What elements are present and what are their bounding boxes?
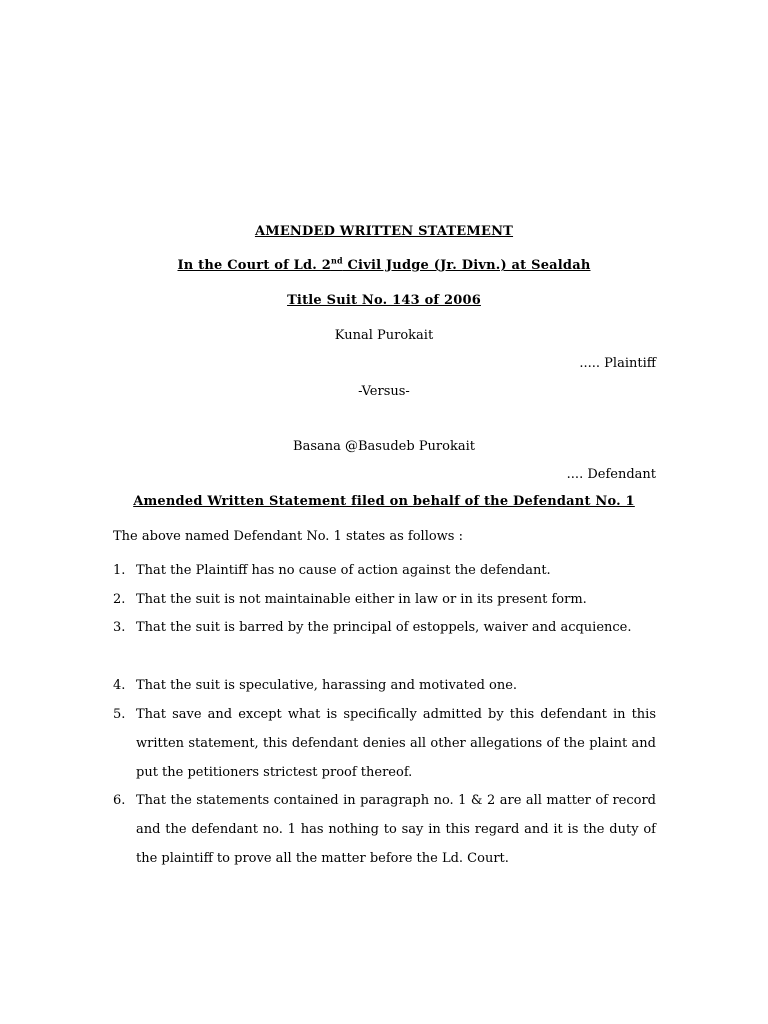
list-item [113,701,656,787]
item-text: That the Plaintiff has no cause of action against the defendant. [136,563,551,578]
item-text: That the suit is barred by the principal of estoppels, waiver and acquience. [136,620,632,635]
item-number: 5. [113,707,126,722]
list-item [113,672,656,701]
item-number: 4. [113,678,126,693]
court-prefix: In the Court of Ld. 2 [177,258,331,273]
list-item [113,586,656,615]
item-number: 3. [113,620,126,635]
item-text: That save and except what is specifically admitted by this defendant in this written statement, this defendant denies all other allegations of the plaint and put the petitioners strictest proof thereof. [136,707,656,780]
item-text: That the suit is not maintainable either in law or in its present form. [136,592,587,607]
item-number: 6. [113,793,126,808]
court-line [0,255,768,273]
court-ordinal-suffix: nd [330,255,343,266]
item-number: 1. [113,563,126,578]
suit-number: Title Suit No. 143 of 2006 [287,293,481,308]
document-heading: AMENDED WRITTEN STATEMENT [254,224,514,239]
subheading: Amended Written Statement filed on behalf of the Defendant No. 1 [133,494,635,509]
plaintiff-label: ..... Plaintiff [579,356,656,371]
item-text: That the suit is speculative, harassing and motivated one. [136,678,518,693]
item-text: That the statements contained in paragraph no. 1 & 2 are all matter of record and the defendant no. 1 has nothing to say in this regard and it is the duty of the plaintiff to prove all the matter before the Ld. Court. [136,793,656,866]
court-suffix: Civil Judge (Jr. Divn.) at Sealdah [342,258,591,273]
versus-label: -Versus- [358,384,410,399]
item-number: 2. [113,592,126,607]
list-item [113,787,656,873]
defendant-label: .... Defendant [566,467,656,482]
intro-text: The above named Defendant No. 1 states as follows : [113,529,463,544]
list-item [113,614,656,643]
defendant-name: Basana @Basudeb Purokait [293,439,475,454]
list-item [113,557,656,586]
plaintiff-name: Kunal Purokait [334,328,434,343]
